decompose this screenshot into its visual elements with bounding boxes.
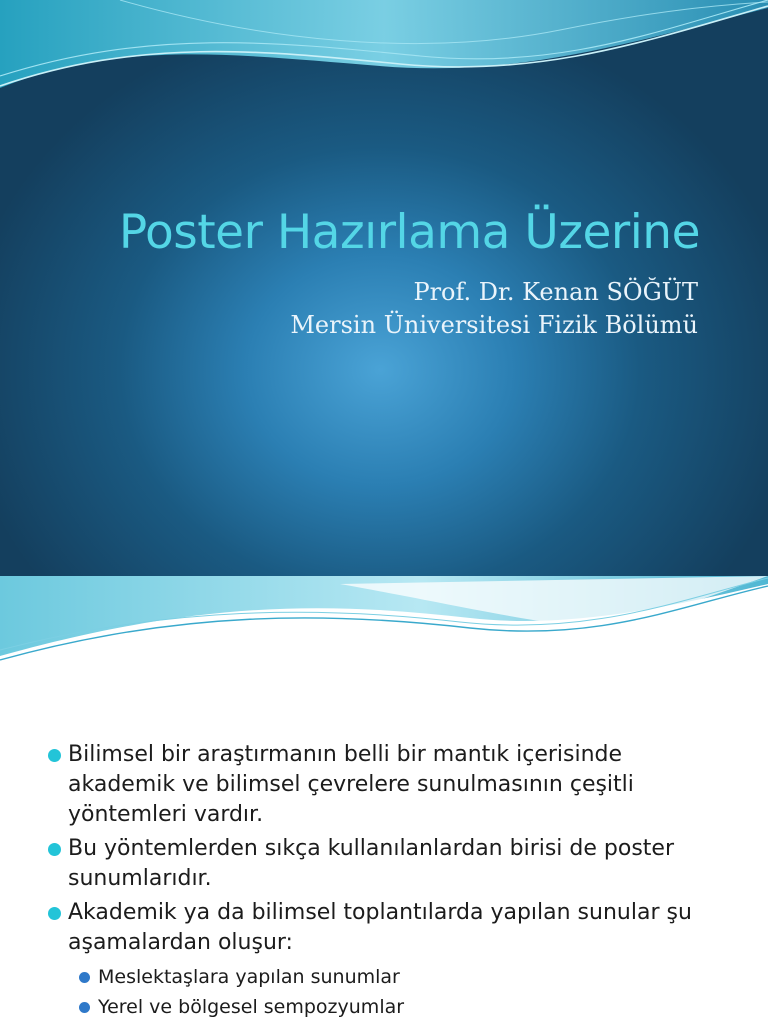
bullet-item xyxy=(46,740,736,830)
content-wave-decoration xyxy=(0,576,768,676)
top-wave-decoration xyxy=(0,0,768,110)
bullet-text: Akademik ya da bilimsel toplantılarda yapılan sunular şu aşamalardan oluşur: xyxy=(68,900,692,955)
presenter-affiliation: Mersin Üniversitesi Fizik Bölümü xyxy=(290,311,698,339)
sub-bullet-dot-icon xyxy=(79,1002,90,1013)
bullet-text: Bu yöntemlerden sıkça kullanılanlardan birisi de poster sunumlarıdır. xyxy=(68,836,674,891)
bullet-dot-icon xyxy=(48,749,61,762)
sub-bullet-text: Meslektaşlara yapılan sunumlar xyxy=(98,966,400,988)
sub-bullet-dot-icon xyxy=(79,972,90,983)
bullet-text: Bilimsel bir araştırmanın belli bir mantık içerisinde akademik ve bilimsel çevrelere sunulmasının çeşitli yöntemleri vardır. xyxy=(68,742,634,827)
content-slide xyxy=(0,576,768,1024)
sub-bullet-item xyxy=(46,992,736,1022)
slide-title: Poster Hazırlama Üzerine xyxy=(118,205,700,260)
bullet-dot-icon xyxy=(48,843,61,856)
sub-bullet-text: Yerel ve bölgesel sempozyumlar xyxy=(98,996,405,1018)
bullet-item xyxy=(46,898,736,958)
bullet-dot-icon xyxy=(48,907,61,920)
sub-bullet-item xyxy=(46,962,736,992)
bullet-list xyxy=(46,740,736,1022)
presenter-name: Prof. Dr. Kenan SÖĞÜT xyxy=(413,278,698,306)
slide-subtitle xyxy=(290,276,698,342)
bullet-item xyxy=(46,834,736,894)
